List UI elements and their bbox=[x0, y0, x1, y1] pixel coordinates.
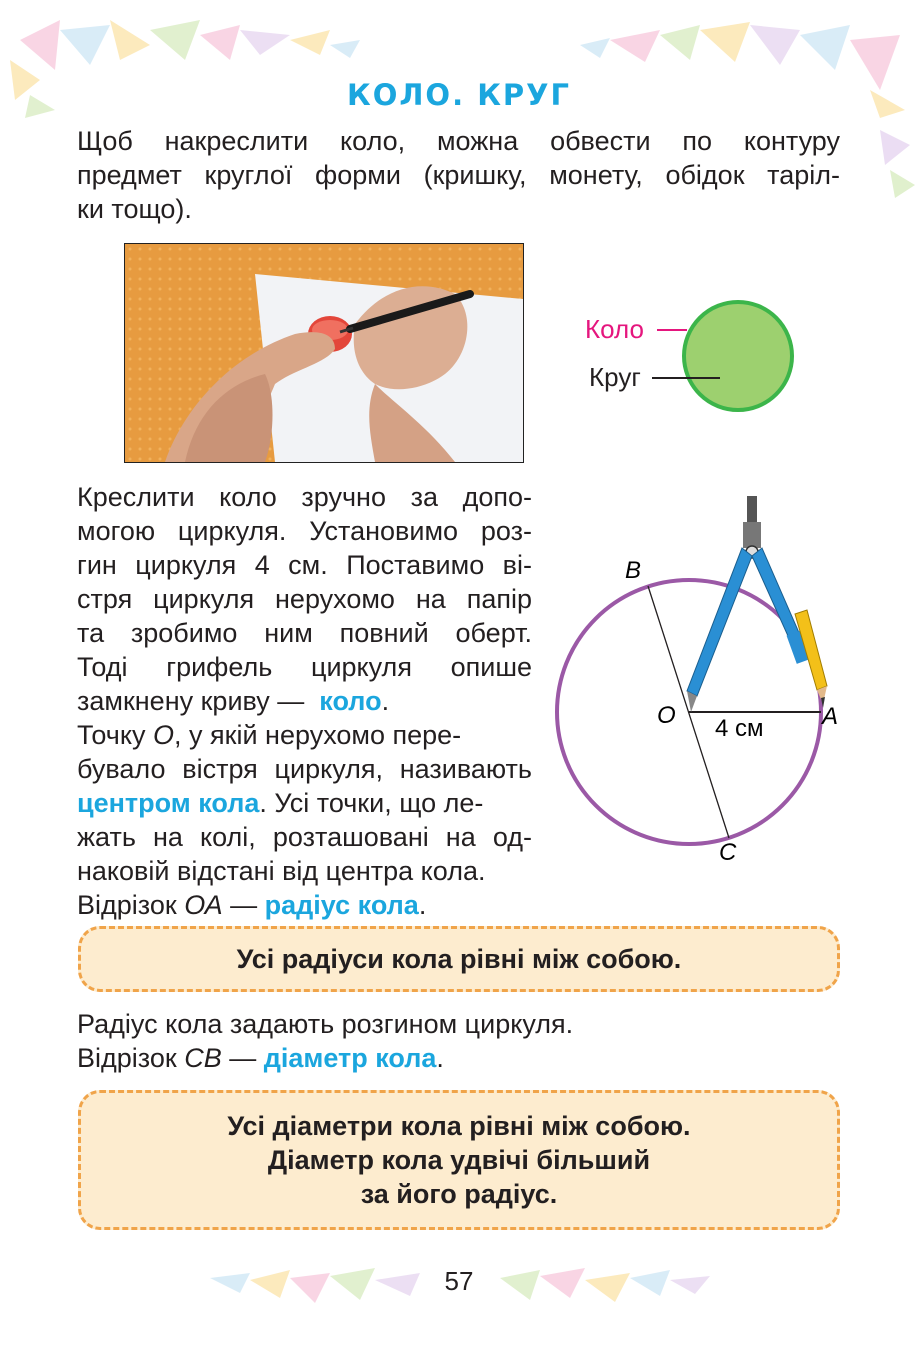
rule-box-diameters bbox=[78, 1090, 840, 1230]
rule-line: за його радіус. bbox=[360, 1179, 558, 1209]
label-a: A bbox=[822, 703, 839, 730]
label-b: B bbox=[625, 557, 642, 584]
text-line: могою циркуля. Установимо роз- bbox=[77, 516, 532, 546]
text-line: замкнену криву — коло. bbox=[77, 686, 390, 716]
intro-line: предмет круглої форми (кришку, монету, обідок таріл- bbox=[77, 160, 840, 190]
text-line: жать на колі, розташовані на од- bbox=[77, 822, 532, 852]
page-number: 57 bbox=[444, 1266, 474, 1296]
disc-shape bbox=[684, 302, 792, 410]
term-diameter: діаметр кола bbox=[263, 1043, 437, 1073]
circle-disc-figure bbox=[575, 296, 805, 416]
text-line: Радіус кола задають розгином циркуля. bbox=[77, 1009, 574, 1039]
label-o: O bbox=[657, 702, 676, 729]
page-title: КОЛО. КРУГ bbox=[346, 78, 571, 112]
hands-drawing-photo bbox=[124, 243, 524, 463]
text-line: наковій відстані від центра кола. bbox=[77, 856, 486, 886]
text-line: Точку О, у якій нерухомо пере- bbox=[77, 720, 462, 750]
term-kolo: коло bbox=[319, 686, 382, 716]
text-line: стря циркуля нерухомо на папір bbox=[77, 584, 532, 614]
text-line: та зробимо ним повний оберт. bbox=[77, 618, 532, 648]
radius-paragraph bbox=[77, 1007, 573, 1075]
rule-box-radii: Усі радіуси кола рівні між собою. bbox=[78, 926, 840, 992]
rule-line: Усі діаметри кола рівні між собою. bbox=[227, 1111, 691, 1141]
rule-line: Діаметр кола удвічі більший bbox=[267, 1145, 651, 1175]
compass-leg-left bbox=[687, 548, 752, 696]
text-line: Креслити коло зручно за допо- bbox=[77, 482, 532, 512]
label-c: C bbox=[719, 839, 737, 866]
text-line: Відрізок ОА — радіус кола. bbox=[77, 890, 427, 920]
compass-circle-figure bbox=[545, 486, 855, 866]
krug-label: Круг bbox=[589, 362, 641, 392]
kolo-label: Коло bbox=[585, 314, 644, 344]
term-radius: радіус кола bbox=[264, 890, 419, 920]
compass-handle bbox=[747, 496, 757, 526]
intro-line: Щоб накреслити коло, можна обвести по контуру bbox=[77, 126, 840, 156]
intro-paragraph bbox=[77, 124, 840, 226]
point-o: О bbox=[153, 720, 175, 750]
text-line: Тоді грифель циркуля опише bbox=[77, 652, 532, 682]
segment-cb: СВ bbox=[184, 1043, 222, 1073]
term-center: центром кола bbox=[77, 788, 260, 818]
segment-oa: ОА bbox=[184, 890, 223, 920]
text-line: Відрізок СВ — діаметр кола. bbox=[77, 1043, 444, 1073]
text-line: центром кола. Усі точки, що ле- bbox=[77, 788, 484, 818]
label-length: 4 см bbox=[715, 715, 764, 742]
right-decoration bbox=[860, 120, 918, 200]
text-line: бувало вістря циркуля, називають bbox=[77, 754, 532, 784]
text-line: гин циркуля 4 см. Поставимо ві- bbox=[77, 550, 532, 580]
intro-line: ки тощо). bbox=[77, 194, 192, 224]
explanation-paragraph bbox=[77, 480, 532, 922]
